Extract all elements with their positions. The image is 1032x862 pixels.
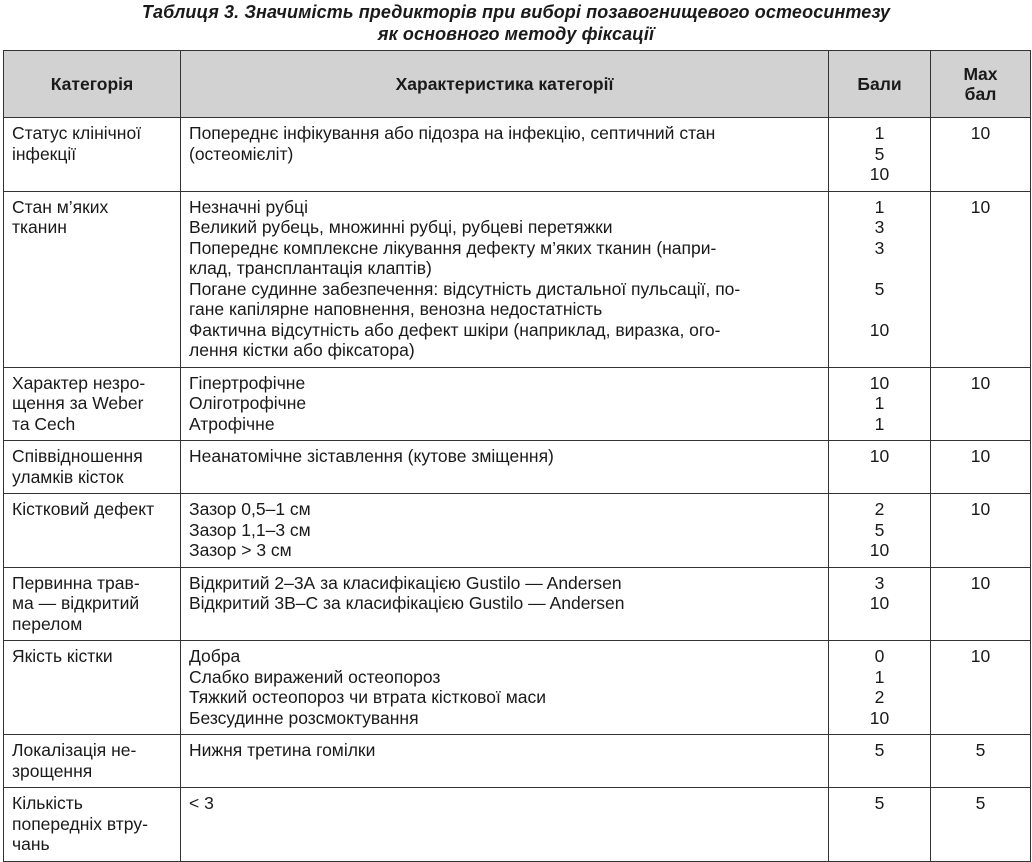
description-cell-line: Відкритий 3В–С за класифікацією Gustilo — Andersen [189,593,625,613]
category-cell-line: ма — відкритий [12,593,140,613]
score-cell [829,567,931,641]
description-cell-line: Великий рубець, множинні рубці, рубцеві перетяжки [189,217,613,237]
header-category: Категорія [4,51,181,118]
score-cell-line: 5 [874,278,885,299]
max-score-cell [931,788,1031,862]
caption-line-1: Таблиця 3. Значимість предикторів при виборі позавогнищевого остеосинтезу [141,2,891,22]
max-score-cell [931,441,1031,494]
table-header-row [4,51,1031,118]
description-cell [181,118,829,192]
description-cell [181,641,829,735]
description-cell-line: Погане судинне забезпечення: відсутність дистальної пульсації, по- [189,278,741,299]
max-score-cell [931,735,1031,788]
max-score-value: 10 [970,572,991,593]
max-score-cell [931,641,1031,735]
score-cell-line: 10 [869,372,890,393]
category-cell [4,641,181,735]
table-row [4,641,1031,735]
max-score-cell [931,191,1031,367]
max-score-value: 10 [970,196,991,217]
description-cell [181,788,829,862]
category-cell-line: Характер незро- [12,372,146,393]
score-cell [829,118,931,192]
category-cell [4,441,181,494]
description-cell [181,735,829,788]
description-cell-line: (остеомієліт) [189,143,294,164]
header-max-line-2: бал [964,84,997,104]
category-cell-line: Співвідношення [12,446,143,466]
description-cell-line: Атрофічне [189,413,275,434]
max-score-value: 10 [970,372,991,393]
description-cell-line: Добра [189,646,241,666]
max-score-value: 10 [970,123,991,143]
category-cell-line: Якість кістки [12,646,113,666]
description-cell-line: Попереднє комплексне лікування дефекту м’яких тканин (напри- [189,237,717,258]
description-cell-line: Відкритий 2–3А за класифікацією Gustilo — Andersen [189,572,622,593]
caption-line-2: як основного методу фіксації [377,24,655,44]
max-score-cell [931,118,1031,192]
category-cell-line: Первинна трав- [12,572,140,593]
score-cell-line: 3 [874,572,885,593]
score-cell [829,441,931,494]
max-score-cell [931,567,1031,641]
score-cell-line: 1 [874,413,885,434]
category-cell [4,788,181,862]
score-cell-line [829,258,930,279]
description-cell-line: Неанатомічне зіставлення (кутове зміщення) [189,446,554,466]
description-cell-line: гане капілярне наповнення, венозна недостатність [189,299,603,319]
description-cell [181,191,829,367]
score-cell-line: 2 [874,687,885,707]
category-cell [4,367,181,441]
score-cell-line: 5 [874,740,885,760]
category-cell [4,191,181,367]
description-cell-line: Тяжкий остеопороз чи втрата кісткової маси [189,687,547,707]
score-cell-line: 2 [874,499,885,519]
score-cell [829,191,931,367]
score-cell [829,788,931,862]
header-score: Бали [829,51,931,118]
score-cell-line: 5 [874,143,885,164]
description-cell-line: < 3 [189,793,214,813]
description-cell-line: Нижня третина гомілки [189,740,376,760]
table-row [4,118,1031,192]
score-cell-line: 1 [874,393,885,413]
category-cell-line: уламків кісток [12,466,124,487]
score-cell-line: 1 [874,123,885,143]
score-cell-line: 10 [869,446,890,466]
score-cell-line: 3 [874,217,885,237]
max-score-cell [931,494,1031,568]
category-cell-line: Стан м’яких [12,196,109,217]
description-cell-line: Гіпертрофічне [189,372,306,393]
description-cell-line: Зазор > 3 см [189,540,292,560]
category-cell [4,735,181,788]
table-row [4,735,1031,788]
header-description: Характеристика категорії [181,51,829,118]
header-max-line-1: Max [963,64,998,84]
predictor-table [3,50,1031,862]
score-cell-line: 10 [869,164,890,184]
description-cell-line: Зазор 0,5–1 см [189,499,311,519]
description-cell [181,494,829,568]
description-cell-line: лення кістки або фіксатора) [189,340,415,360]
max-score-cell [931,367,1031,441]
score-cell-line [829,340,930,361]
max-score-value: 5 [975,793,986,813]
category-cell-line: Локалізація не- [12,740,137,760]
description-cell-line: Оліготрофічне [189,393,307,413]
category-cell-line: тканин [12,217,67,237]
max-score-value: 5 [975,740,986,760]
header-max [931,51,1031,118]
category-cell-line: інфекції [12,143,77,164]
score-cell [829,494,931,568]
description-cell-line [189,164,822,185]
table-row [4,788,1031,862]
category-cell-line: Статус клінічної [12,123,142,143]
description-cell-line: Незначні рубці [189,196,308,217]
score-cell-line: 5 [874,793,885,813]
score-cell-line: 3 [874,237,885,258]
category-cell-line: Кістковий дефект [12,499,155,519]
category-cell-line: зрощення [12,760,93,781]
table-row [4,567,1031,641]
description-cell-line: Фактична відсутність або дефект шкіри (наприклад, виразка, ого- [189,319,721,340]
table-row [4,441,1031,494]
table-body [4,118,1031,862]
category-cell [4,494,181,568]
score-cell [829,641,931,735]
max-score-value: 10 [970,499,991,519]
category-cell-line: чань [12,834,50,854]
category-cell-line: щення за Weber [12,393,144,413]
description-cell-line: Безсудинне розсмоктування [189,707,419,728]
score-cell-line: 10 [869,593,890,613]
category-cell [4,118,181,192]
category-cell-line: Кількість [12,793,83,813]
score-cell-line: 0 [874,646,885,666]
table-row [4,191,1031,367]
category-cell-line: попередніх втру- [12,813,148,834]
category-cell-line: та Cech [12,413,76,434]
description-cell-line: Зазор 1,1–3 см [189,519,311,540]
table-row [4,367,1031,441]
description-cell [181,367,829,441]
score-cell [829,367,931,441]
score-cell-line: 10 [869,540,890,560]
score-cell-line: 5 [874,519,885,540]
category-cell [4,567,181,641]
score-cell [829,735,931,788]
description-cell [181,441,829,494]
score-cell-line: 1 [874,666,885,687]
max-score-value: 10 [970,446,991,466]
description-cell-line: Попереднє інфікування або підозра на інфекцію, септичний стан [189,123,716,143]
description-cell [181,567,829,641]
score-cell-line [829,299,930,320]
table-row [4,494,1031,568]
description-cell-line: клад, трансплантація клаптів) [189,258,432,278]
table-caption [0,0,1032,46]
score-cell-line: 10 [869,707,890,728]
max-score-value: 10 [970,646,991,666]
score-cell-line: 10 [869,319,890,340]
score-cell-line: 1 [874,196,885,217]
category-cell-line: перелом [12,613,83,634]
description-cell-line: Слабко виражений остеопороз [189,666,441,687]
